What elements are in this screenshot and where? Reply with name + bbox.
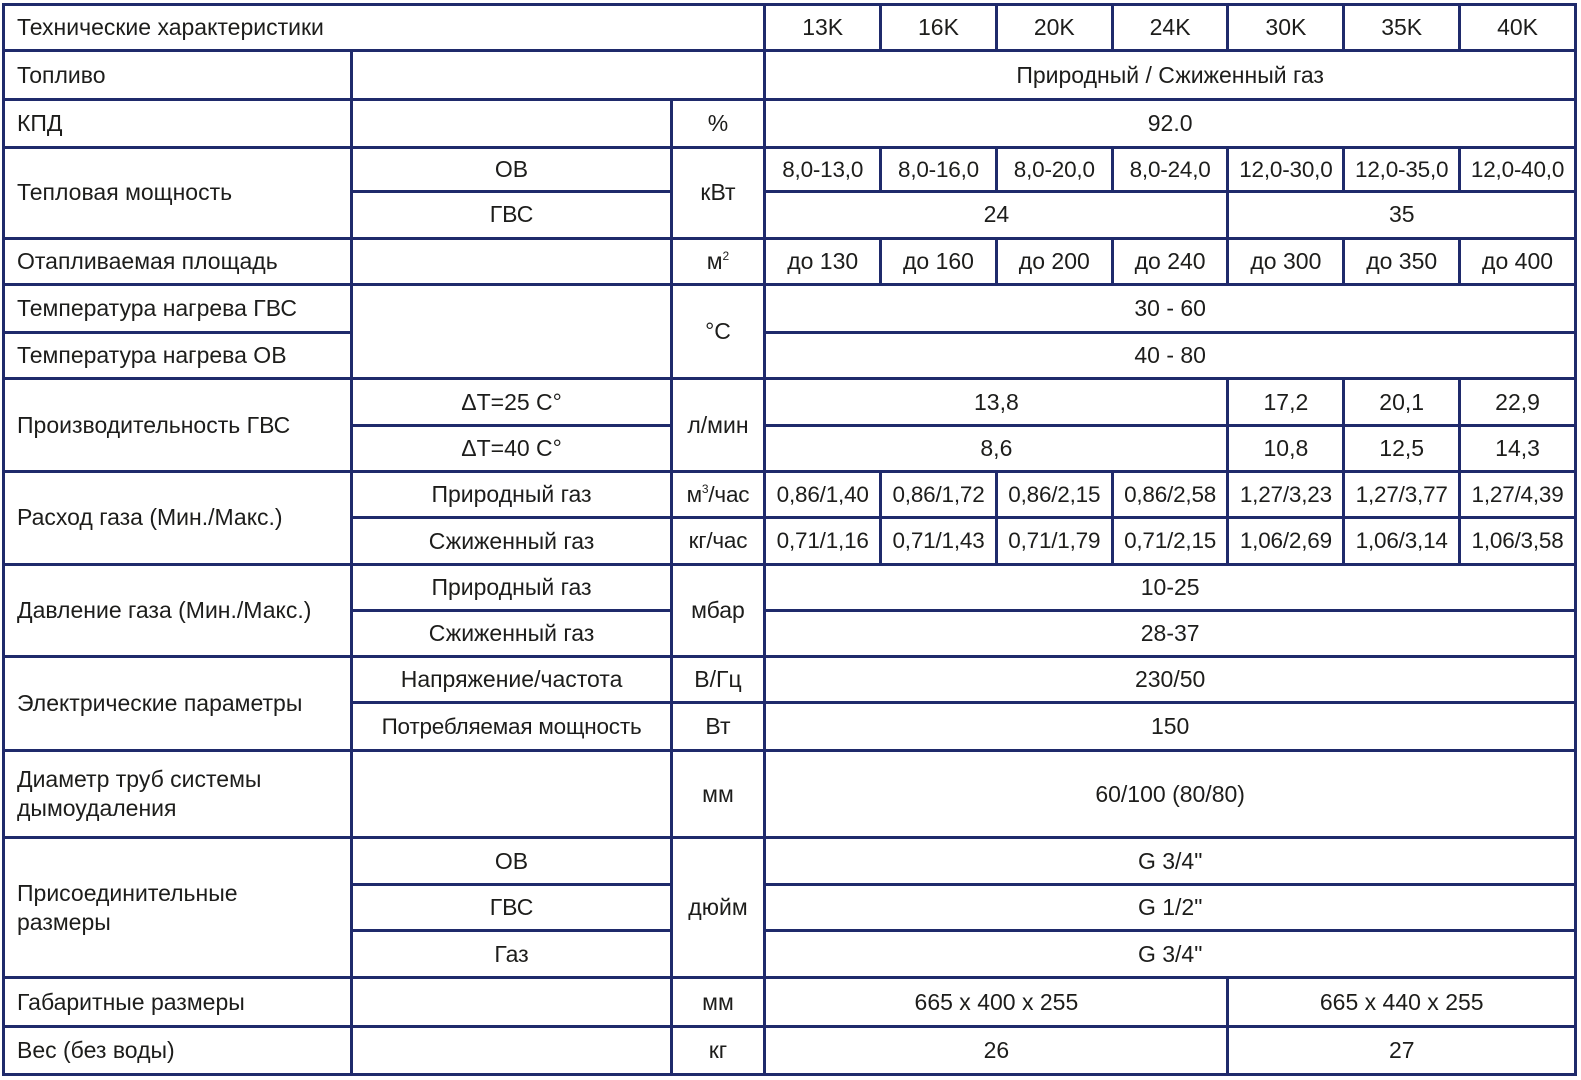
value-cell: 0,86/1,40 [765, 472, 881, 518]
unit-cell [671, 238, 765, 284]
model-header: 35K [1344, 5, 1460, 51]
value-cell: 0,86/2,58 [1112, 472, 1228, 518]
header-row [4, 5, 1576, 51]
value-cell: 665 x 440 x 255 [1228, 978, 1576, 1026]
empty-cell [352, 978, 671, 1026]
unit-superscript: 3 [701, 481, 709, 496]
value-cell: 28-37 [765, 610, 1576, 656]
table-row [4, 657, 1576, 703]
table-row [4, 51, 1576, 99]
value-cell: 1,06/3,14 [1344, 518, 1460, 564]
value-cell: 12,0-30,0 [1228, 147, 1344, 191]
value-cell: 8,6 [765, 425, 1228, 471]
sub-label: ГВС [352, 192, 671, 238]
unit-cell: Вт [671, 703, 765, 750]
value-cell: 1,27/4,39 [1460, 472, 1576, 518]
label-line: размеры [17, 908, 111, 935]
model-header: 40K [1460, 5, 1576, 51]
value-cell: 13,8 [765, 379, 1228, 425]
unit-cell: % [671, 99, 765, 147]
value-cell: до 200 [996, 238, 1112, 284]
value-cell: 665 x 400 x 255 [765, 978, 1228, 1026]
row-label-gas-consumption: Расход газа (Мин./Макс.) [4, 472, 352, 565]
value-cell: 230/50 [765, 657, 1576, 703]
value-cell: 14,3 [1460, 425, 1576, 471]
value-cell: 35 [1228, 192, 1576, 238]
table-row [4, 564, 1576, 610]
label-line: Присоединительные [17, 880, 238, 907]
value-cell: 0,71/2,15 [1112, 518, 1228, 564]
value-cell: 0,86/2,15 [996, 472, 1112, 518]
sub-label: Сжиженный газ [352, 610, 671, 656]
table-row [4, 472, 1576, 518]
row-label-electrical: Электрические параметры [4, 657, 352, 751]
sub-label: Потребляемая мощность [352, 703, 671, 750]
sub-label: Природный газ [352, 472, 671, 518]
table-row [4, 333, 1576, 379]
empty-cell [352, 238, 671, 284]
unit-cell: В/Гц [671, 657, 765, 703]
table-row [4, 838, 1576, 884]
spec-table [2, 3, 1577, 1076]
table-row [4, 1026, 1576, 1074]
value-cell: 40 - 80 [765, 333, 1576, 379]
model-header: 13K [765, 5, 881, 51]
empty-cell [352, 284, 671, 379]
empty-cell [352, 750, 671, 838]
value-cell: G 3/4" [765, 930, 1576, 977]
row-label-dimensions: Габаритные размеры [4, 978, 352, 1026]
table-row [4, 750, 1576, 838]
value-cell: 8,0-20,0 [996, 147, 1112, 191]
sub-label: ГВС [352, 884, 671, 930]
empty-cell [352, 51, 765, 99]
value-cell: 1,06/3,58 [1460, 518, 1576, 564]
value-cell: 1,27/3,23 [1228, 472, 1344, 518]
row-label-temp-ov: Температура нагрева ОВ [4, 333, 352, 379]
value-cell: 17,2 [1228, 379, 1344, 425]
unit-cell: л/мин [671, 379, 765, 472]
sub-label: ΔT=25 C° [352, 379, 671, 425]
table-row [4, 284, 1576, 332]
row-label-weight: Вес (без воды) [4, 1026, 352, 1074]
sub-label: Газ [352, 930, 671, 977]
value-cell: до 240 [1112, 238, 1228, 284]
sub-label: Сжиженный газ [352, 518, 671, 564]
table-title: Технические характеристики [4, 5, 765, 51]
value-cell: 27 [1228, 1026, 1576, 1074]
row-label-fuel: Топливо [4, 51, 352, 99]
value-cell: 0,71/1,79 [996, 518, 1112, 564]
row-label-connections [4, 838, 352, 978]
value-cell: 8,0-13,0 [765, 147, 881, 191]
unit-cell: дюйм [671, 838, 765, 978]
unit-text: /час [708, 481, 750, 507]
unit-cell [671, 472, 765, 518]
sub-label: ОВ [352, 147, 671, 191]
sub-label: ОВ [352, 838, 671, 884]
value-cell: 12,5 [1344, 425, 1460, 471]
table-row [4, 99, 1576, 147]
value-cell: 0,71/1,16 [765, 518, 881, 564]
value-cell: 8,0-16,0 [881, 147, 997, 191]
model-header: 24K [1112, 5, 1228, 51]
row-label-flue [4, 750, 352, 838]
value-cell: 24 [765, 192, 1228, 238]
value-cell: G 1/2" [765, 884, 1576, 930]
value-cell: 22,9 [1460, 379, 1576, 425]
value-cell: 12,0-40,0 [1460, 147, 1576, 191]
unit-cell: кВт [671, 147, 765, 238]
unit-cell: кг [671, 1026, 765, 1074]
value-cell: 8,0-24,0 [1112, 147, 1228, 191]
row-label-temp-gvs: Температура нагрева ГВС [4, 284, 352, 332]
model-header: 20K [996, 5, 1112, 51]
value-cell: 1,27/3,77 [1344, 472, 1460, 518]
table-row [4, 147, 1576, 191]
value-cell: 1,06/2,69 [1228, 518, 1344, 564]
value-cell: 60/100 (80/80) [765, 750, 1576, 838]
row-label-dhw-output: Производительность ГВС [4, 379, 352, 472]
sub-label: Природный газ [352, 564, 671, 610]
value-cell: до 160 [881, 238, 997, 284]
value-cell: 0,86/1,72 [881, 472, 997, 518]
value-cell: 12,0-35,0 [1344, 147, 1460, 191]
table-row [4, 978, 1576, 1026]
empty-cell [352, 1026, 671, 1074]
unit-text: м [686, 481, 702, 507]
row-label-area: Отапливаемая площадь [4, 238, 352, 284]
unit-cell: мм [671, 750, 765, 838]
empty-cell [352, 99, 671, 147]
unit-cell: мм [671, 978, 765, 1026]
value-cell: 10-25 [765, 564, 1576, 610]
table-row [4, 238, 1576, 284]
value-cell: 30 - 60 [765, 284, 1576, 332]
efficiency-value: 92.0 [765, 99, 1576, 147]
model-header: 30K [1228, 5, 1344, 51]
value-cell: 150 [765, 703, 1576, 750]
row-label-heat-power: Тепловая мощность [4, 147, 352, 238]
value-cell: до 400 [1460, 238, 1576, 284]
unit-superscript: 2 [722, 248, 730, 263]
label-line: Диаметр труб системы [17, 766, 262, 793]
row-label-gas-pressure: Давление газа (Мин./Макс.) [4, 564, 352, 657]
unit-cell: мбар [671, 564, 765, 657]
value-cell: до 350 [1344, 238, 1460, 284]
value-cell: до 300 [1228, 238, 1344, 284]
model-header: 16K [881, 5, 997, 51]
sub-label: ΔT=40 C° [352, 425, 671, 471]
label-line: дымоудаления [17, 795, 177, 822]
sub-label: Напряжение/частота [352, 657, 671, 703]
row-label-efficiency: КПД [4, 99, 352, 147]
value-cell: до 130 [765, 238, 881, 284]
value-cell: 26 [765, 1026, 1228, 1074]
value-cell: 0,71/1,43 [881, 518, 997, 564]
fuel-value: Природный / Сжиженный газ [765, 51, 1576, 99]
value-cell: 20,1 [1344, 379, 1460, 425]
unit-cell: °C [671, 284, 765, 379]
unit-text: м [706, 247, 723, 274]
value-cell: 10,8 [1228, 425, 1344, 471]
table-row [4, 379, 1576, 425]
unit-cell: кг/час [671, 518, 765, 564]
value-cell: G 3/4" [765, 838, 1576, 884]
